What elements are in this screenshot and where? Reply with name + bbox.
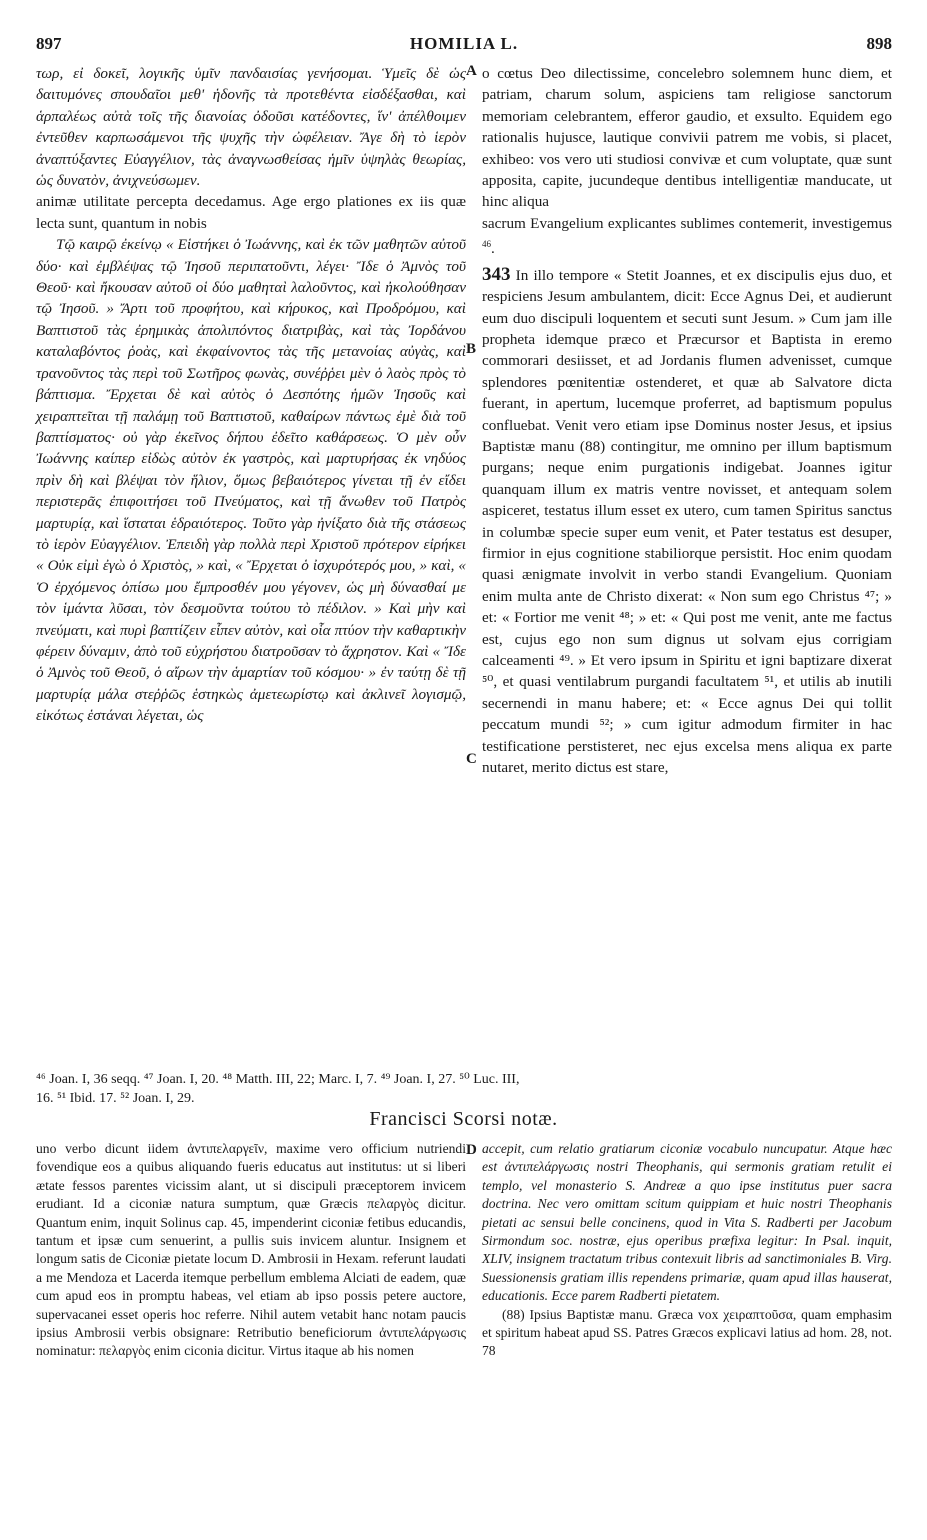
margin-letter-a: A <box>466 63 477 79</box>
latin-paragraph-1-end-text: sacrum Evangelium explicantes sublimes contemerit, investigemus <box>482 214 892 232</box>
greek-column <box>36 63 466 727</box>
footnotes <box>36 1070 892 1108</box>
notes-right-column <box>482 1140 892 1361</box>
latin-line-in-greek-column: animæ utilitate percepta decedamus. Age ergo plationes ex iis quæ lecta sunt, quantum in nobis <box>36 193 466 232</box>
page-title: HOMILIA L. <box>409 34 519 53</box>
notes-right-paragraph-2: (88) Ipsius Baptistæ manu. Græca vox χειραπτοῦσα, quam emphasim et spiritum habeat apud SS. Patres Græcos explicavi latius ad hom. 28, not. 78 <box>482 1306 892 1359</box>
notes-left-text: uno verbo dicunt iidem ἀντιπελαργεῖν, maxime vero officium nutriendi fovendique eos a quibus aliquando fueris educatus aut institutus: ut si liberi ætate fessos parentes vicissim alant, ut si discipuli præceptorem invicem erudiant. Id a ciconiæ natura sumptum, quæ Græcis πελαργὸς dicitur. Quantum enim, inquit Solinus cap. 45, impenderint ciconiæ fetibus educandis, tantum et ipsæ cum senuerint, a pullis suis invicem aluntur. Insignem et longum satis de Ciconiæ pietate locum D. Ambrosii in Hexam. referunt laudati a me Mendoza et Lacerda itemque perbellum emblema Alciati de eadem, quæ cum apud eos in promptu habeas, vel etiam ab ipso possis petere auctore, supervacanei esset operis hoc referre. Nihil autem vetabit hanc notam paucis ipsius Ambrosii verbis obsignare: Retributio beneficiorum ἀντιπελάργωσις nominatur: πελαργὸς enim ciconia dicitur. Virtus itaque ab his nomen <box>36 1141 466 1359</box>
notes-left-column <box>36 1140 466 1361</box>
section-number: 343 <box>482 263 511 285</box>
page-number-right: 898 <box>866 34 892 53</box>
page-header <box>36 34 892 58</box>
notes-right-paragraph-1: accepit, cum relatio gratiarum ciconiæ vocabulo nuncupatur. Atque hæc est ἀντιπελάργωσις nostri Theophanis, qui sermonis gratiam retulit ei templo, vel monasterio S. Andreæ a quo ipse institutus puer sacra doctrina. Nec vero omittam scitum quippiam et huic nostri Theophanis pietati ac sensui belle concinens, quod in Vita S. Radberti per Jacobum Sirmondum soc. nostræ, ejus operibus præfixa legitur: In Psal. inquit, XLIV, insignem tractatum tribus contexuit libris ad sanctimoniales B. Virg. Suessionensis gratiam illis rependens primariæ, quam apud illas hauserat, educationis. Ecce parem Radberti pietatem. <box>482 1141 892 1304</box>
margin-letter-b: B <box>466 341 477 357</box>
latin-paragraph-2-text: In illo tempore « Stetit Joannes, et ex discipulis ejus duo, et respiciens Jesum ambulantem, dicit: Ecce Agnus Dei, et audierunt eum duo discipuli loquentem et secuti sunt Jesum. » Cum jam ille propheta idemque præco et Præcursor et Baptista in eremo commorari desiisset, et ad Jordanis flumen advenisset, cumque splendores pœnitentiæ ostenderet, et quæ ab Salvatore dicta fuerant, in apertum, lucemque proferret, ad baptismum populus confluebat. Venit vero etiam ipse Dominus noster Jesus, et ipsius Baptistæ manu (88) contingitur, me omnino per illum baptismum purgans; neque enim purgationis indigebat. Joannes igitur quanquam illum ex matris ventre novisset, et antequam solem aspiceret, testatus illum esset ex utero, cum tamen Spiritus sanctus in columbæ specie super eum venit, et Pater testatus est desuper, firmior in ejus cognitione stabiliorque persistit. Hoc enim quodam quasi ænigmate involvit in verbo standi Evangelium. Quoniam enim multa ante de Christo dixerat: « Non sum ego Christus ⁴⁷; » et: « Fortior me venit ⁴⁸; » et: « Qui post me venit, ante me factus est, cujus ego non sum dignus ut solvam ejus corrigiam calceamenti ⁴⁹. » Et vero ipsum in Spiritu et igni baptizare dixerat ⁵⁰, et quasi ventilabrum purgandi facultatem ⁵¹, et utilis ab inutili secernendi in manu habere; et: « Ecce agnus Dei qui tollit peccatum mundi ⁵²; » cum igitur admodum firmiter in hac testificatione perstisteret, nec ejus excelsa mens aliqua ex parte nutaret, merito dictus est stare, <box>482 266 892 777</box>
footnote-line-1: ⁴⁶ Joan. I, 36 seqq. ⁴⁷ Joan. I, 20. ⁴⁸ Matth. III, 22; Marc. I, 7. ⁴⁹ Joan. I, 27. ⁵⁰ Luc. III, <box>36 1072 520 1087</box>
greek-paragraph-1: τωρ, εἰ δοκεῖ, λογικῆς ὑμῖν πανδαισίας γενήσομαι. Ὑμεῖς δὲ ὡς δαιτυμόνες σπουδαῖοι μεθ' ἡδονῆς τὰ προτεθέντα εἰσδέξασθαι, καὶ ἁρπαλέως αὐτὰ τοῖς τῆς διανοίας ὀδοῦσι κατέδοντες, ἵν' ἀπέλθοιμεν ἐντεῦθεν καρπωσάμενοι τῆς ψυχῆς τὴν ὠφέλειαν. Ἄγε δὴ τὸ ἱερὸν ἀναπτύξαντες Εὐαγγέλιον, τὰς ἀναγνωσθείσας ἡμῖν ὑψηλὰς θεωρίας, ὡς δυνατὸν, ἀνιχνεύσωμεν. <box>36 65 466 190</box>
latin-paragraph-1-end: sacrum Evangelium explicantes sublimes contemerit, investigemus $^{46}$. <box>482 214 892 258</box>
latin-paragraph-1: o cœtus Deo dilectissime, concelebro solemnem hunc diem, et patriam, charum solum, aspiciens tam religiose sanctorum memoriam celebrantem, efferor gaudio, et exsulto. Equidem ego rationalis hujusce, lautique convivii patrem me vobis, si placet, exhibeo: vos vero uti studiosi convivæ et cum voluptate, quæ sunt apposita, capite, jucundeque dentibus intelligentiæ manducate, ut hinc aliqua <box>482 65 892 211</box>
footnote-line-2: 16. ⁵¹ Ibid. 17. ⁵² Joan. I, 29. <box>36 1091 195 1106</box>
margin-letter-c: C <box>466 751 477 767</box>
latin-paragraph-2 <box>482 264 892 779</box>
page-number-left: 897 <box>36 34 62 53</box>
margin-letter-d: D <box>466 1142 477 1158</box>
latin-column <box>482 63 892 778</box>
notes-title: Francisci Scorsi notæ. <box>369 1108 558 1130</box>
greek-paragraph-2: Τῷ καιρῷ ἐκείνῳ « Εἱστήκει ὁ Ἰωάννης, καὶ ἐκ τῶν μαθητῶν αὐτοῦ δύο· καὶ ἐμβλέψας τῷ Ἰησοῦ περιπατοῦντι, λέγει· Ἴδε ὁ Ἀμνὸς τοῦ Θεοῦ· καὶ ἤκουσαν αὐτοῦ οἱ δύο μαθηταὶ λαλοῦντος, καὶ ἠκολούθησαν τῷ Ἰησοῦ. » Ἄρτι τοῦ προφήτου, καὶ κήρυκος, καὶ Προδρόμου, καὶ Βαπτιστοῦ τὰς ἐρημικὰς ἀπολιπόντος διατριβὰς, καὶ τὰς Ἰορδάνου καταλαβόντος ῥοὰς, καὶ ἐκφαίνοντος τὰς τῆς μετανοίας αὐγὰς, καὶ τρανοῦντος τὰς περὶ τοῦ Σωτῆρος φωνὰς, συνέῤῥει μὲν ὁ λαὸς πρὸς τὸ βάπτισμα. Ἔρχεται δὲ καὶ αὐτὸς ὁ Δεσπότης ἡμῶν Ἰησοῦς καὶ χειραπτεῖται τῇ παλάμῃ τοῦ Βαπτιστοῦ, καθαίρων πάντως ἐμὲ διὰ τοῦ βαπτίσματος· οὐ γὰρ ἐκεῖνος δήπου ἐδεῖτο καθάρσεως. Ὁ μὲν οὖν Ἰωάννης καίπερ εἰδὼς αὐτὸν ἐκ γαστρὸς, καὶ μαρτυρήσας ἐκ νηδύος πρὶν δὴ καὶ βλέψαι τὸν ἥλιον, ὅμως βεβαιότερος γίνεται τῇ ἐν εἴδει περιστερᾶς ἐπιφοιτήσει τοῦ Πνεύματος, καὶ τῇ ἄνωθεν τοῦ Πατρὸς μαρτυρίᾳ, καὶ ἵσταται ἑδραιότερος. Τοῦτο γὰρ ἠνίξατο διὰ τῆς στάσεως τὸ ἱερὸν Εὐαγγέλιον. Ἐπειδὴ γὰρ πολλὰ περὶ Χριστοῦ πρότερον εἰρήκει « Οὐκ εἰμὶ ἐγὼ ὁ Χριστὸς, » καὶ, « Ἔρχεται ὁ ἰσχυρότερός μου, » καὶ, « Ὁ ἐρχόμενος ὀπίσω μου ἔμπροσθέν μου γέγονεν, ὡς μὴ δύνασθαί με τὸν ἱμάντα λῦσαι, τὸν δεσμοῦντα τούτου τὸ πέδιλον. » Καὶ μὴν καὶ πνεύματι, καὶ πυρὶ βαπτίζειν εἶπεν αὐτὸν, καὶ οἷα πτύον τὴν καθαρτικὴν φέρειν δύναμιν, ἀπὸ τοῦ εὐχρήστου διατροῦσαν τὸ ἄχρηστον. Καὶ « Ἴδε ὁ Ἀμνὸς τοῦ Θεοῦ, ὁ αἴρων τὴν ἁμαρτίαν τοῦ κόσμου· » ἐν ταύτῃ δὲ τῇ μαρτυρίᾳ μάλα στεῤῥῶς ἑστηκὼς ἀμετεωρίστῳ καὶ ἀκλινεῖ λογισμῷ, εἰκότως ἑστάναι λέγεται, ὡς <box>36 236 466 725</box>
footnote-ref-46: 46 <box>482 239 491 250</box>
